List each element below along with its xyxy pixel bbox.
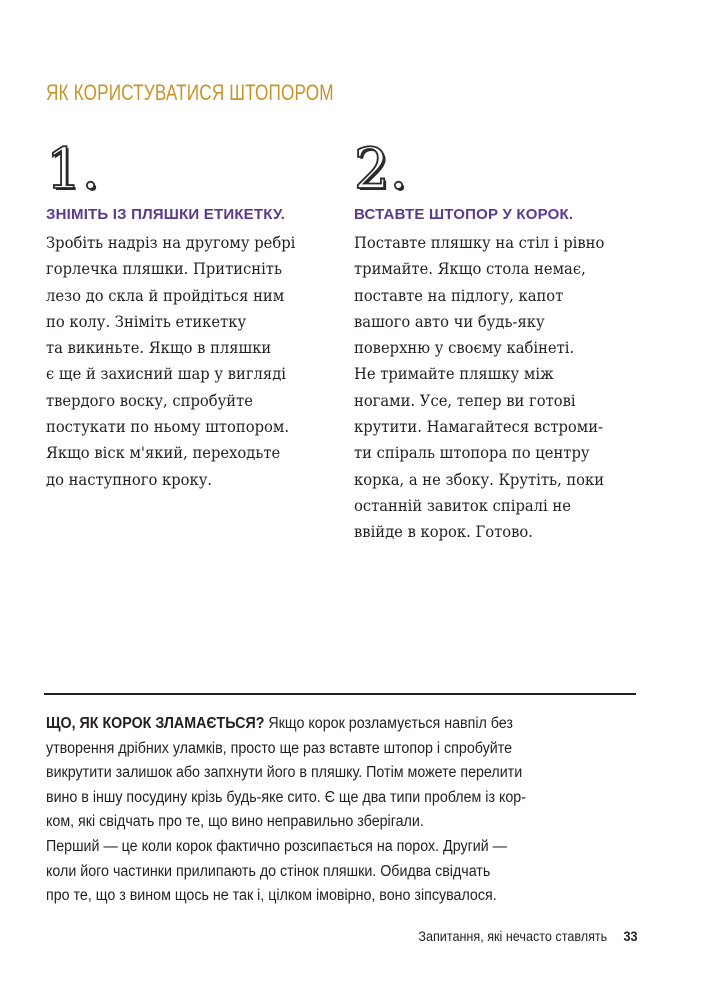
note-line: про те, що з вином щось не так і, цілком імовірно, воно зіпсувалося. bbox=[46, 887, 497, 905]
step-1-text bbox=[46, 230, 322, 493]
step-2-line: поверхню у своєму кабінеті. bbox=[354, 339, 575, 358]
step-1-line: та викиньте. Якщо в пляшки bbox=[46, 339, 272, 358]
step-2-line: вашого авто чи будь-яку bbox=[354, 312, 545, 331]
step-1-line: Якщо віск м'який, переходьте bbox=[46, 444, 281, 463]
note-line: ком, які свідчать про те, що вино неправильно зберігали. bbox=[46, 813, 424, 831]
step-2-line: ногами. Усе, тепер ви готові bbox=[354, 391, 576, 410]
page-heading: ЯК КОРИСТУВАТИСЯ ШТОПОРОМ bbox=[46, 80, 334, 105]
note-line: вино в іншу посудину крізь будь-яке сито. Є ще два типи проблем із кор- bbox=[46, 788, 526, 806]
note-line: викрутити залишок або запхнути його в пляшку. Потім можете перелити bbox=[46, 764, 523, 782]
faq-note bbox=[46, 712, 635, 909]
step-1-line: по колу. Зніміть етикетку bbox=[46, 312, 247, 331]
step-1-title: ЗНІМІТЬ ІЗ ПЛЯШКИ ЕТИКЕТКУ. bbox=[46, 206, 285, 223]
step-2-line: останній завиток спіралі не bbox=[354, 496, 571, 515]
step-2 bbox=[354, 137, 654, 546]
note-question: ЩО, ЯК КОРОК ЗЛАМАЄТЬСЯ? bbox=[46, 715, 265, 732]
step-1-line: до наступного кроку. bbox=[46, 470, 213, 489]
note-line: утворення дрібних уламків, просто ще раз вставте штопор і спробуйте bbox=[46, 739, 513, 757]
step-1-line: горлечка пляшки. Притисніть bbox=[46, 260, 282, 279]
section-divider bbox=[44, 693, 636, 695]
step-2-line: Поставте пляшку на стіл і рівно bbox=[354, 234, 605, 252]
step-1-line: лезо до скла й пройдіться ним bbox=[46, 286, 285, 305]
step-2-line: тримайте. Якщо стола немає, bbox=[354, 260, 586, 279]
step-2-number: 2. bbox=[354, 137, 408, 202]
step-2-text bbox=[354, 230, 639, 546]
step-1-line: постукати по ньому штопором. bbox=[46, 418, 290, 437]
step-2-line: Не тримайте пляшку між bbox=[354, 365, 554, 384]
step-2-title: ВСТАВТЕ ШТОПОР У КОРОК. bbox=[354, 206, 574, 223]
step-1-number: 1. bbox=[46, 137, 100, 202]
step-2-line: поставте на підлогу, капот bbox=[354, 286, 564, 305]
step-1-line: є ще й захисний шар у вигляді bbox=[46, 365, 286, 384]
step-1-line: Зробіть надріз на другому ребрі bbox=[46, 234, 296, 252]
step-2-line: корка, а не збоку. Крутіть, поки bbox=[354, 470, 605, 489]
note-first-line bbox=[46, 712, 635, 737]
step-2-line: ввійде в корок. Готово. bbox=[354, 523, 533, 542]
step-2-line: крутити. Намагайтеся встроми- bbox=[354, 418, 604, 437]
note-line: коли його частинки прилипають до стінок пляшки. Обидва свідчать bbox=[46, 862, 491, 880]
page-number: 33 bbox=[622, 928, 637, 944]
note-first-line-rest: Якщо корок розламується навпіл без bbox=[264, 715, 513, 732]
note-line: Перший — це коли корок фактично розсипається на порох. Другий — bbox=[46, 837, 507, 855]
step-2-line: ти спіраль штопора по центру bbox=[354, 444, 590, 463]
step-1 bbox=[46, 137, 336, 493]
page-footer bbox=[418, 928, 637, 944]
step-1-line: твердого воску, спробуйте bbox=[46, 391, 253, 410]
footer-section-title: Запитання, які нечасто ставлять bbox=[417, 928, 607, 944]
